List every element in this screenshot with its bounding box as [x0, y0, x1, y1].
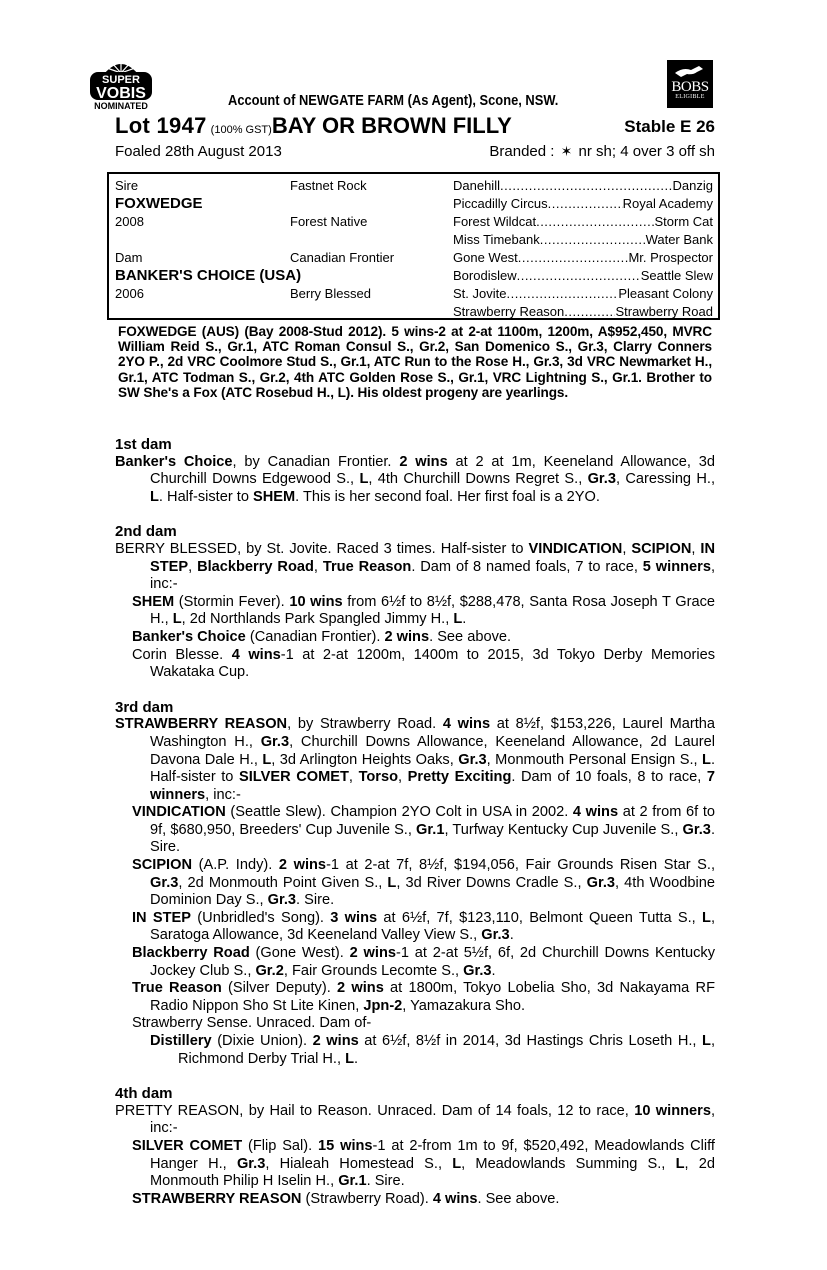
text: , by Strawberry Road. [287, 716, 443, 733]
pedigree-entry [115, 716, 715, 804]
section-heading: 3rd dam [115, 698, 174, 716]
ancestor-sire: Pleasant Colony [618, 286, 713, 301]
section-heading: 4th dam [115, 1085, 173, 1103]
bold-text: STRAWBERRY REASON [115, 716, 288, 733]
bold-text: 4 wins [432, 1190, 478, 1207]
pedigree-entry [115, 1103, 715, 1138]
bold-text: L [452, 1155, 462, 1172]
ancestor-name: Danehill [453, 178, 500, 193]
leader-dots [517, 267, 641, 285]
text: , [691, 540, 701, 557]
gst-note: (100% GST) [210, 124, 272, 136]
text: BERRY BLESSED, by St. Jovite. Raced 3 times. Half-sister to [115, 540, 529, 557]
bold-text: 10 wins [289, 593, 343, 610]
text: , [313, 558, 323, 575]
text: , [398, 769, 408, 786]
text: at 2 at 1m, Keeneland Allowance, 3d Churchill Downs Edgewood S., [150, 453, 715, 488]
bold-text: Gr.3 [236, 1155, 266, 1172]
text: . Half-sister to [158, 488, 253, 505]
bold-text: STRAWBERRY REASON [132, 1190, 302, 1207]
bold-text: Banker's Choice [132, 628, 246, 645]
branding [489, 143, 715, 160]
ancestor-row [453, 177, 713, 195]
ancestor-sire: Danzig [672, 178, 713, 193]
bold-text: Gr.1 [338, 1173, 367, 1190]
ancestor-row [453, 303, 713, 321]
bold-text: L [702, 751, 711, 768]
ancestor-sire: Water Bank [645, 232, 713, 247]
text: . [462, 611, 467, 628]
section-heading: 2nd dam [115, 523, 177, 541]
text: , [188, 558, 198, 575]
branded-text: nr sh; 4 over 3 off sh [578, 143, 715, 160]
bold-text: L [675, 1155, 685, 1172]
text: . [491, 962, 496, 979]
bold-text: SHEM [253, 488, 296, 505]
bold-text: L [150, 488, 159, 505]
bold-text: 3 wins [330, 909, 378, 926]
bold-text: L [262, 751, 272, 768]
pedigree-entry [115, 541, 715, 594]
dam-sire: Canadian Frontier [290, 250, 395, 265]
ancestor-row [453, 285, 713, 303]
foaling-line [115, 143, 715, 160]
leader-dots [564, 303, 615, 321]
bold-text: SCIPION [631, 540, 692, 557]
bold-text: 7 winners [150, 769, 716, 803]
text: at 6½f, 7f, $123,110, Belmont Queen Tutta S., [377, 909, 703, 926]
sire-summary: FOXWEDGE (AUS) (Bay 2008-Stud 2012). 5 wins-2 at 2-at 1100m, 1200m, A$952,450, MVRC William Reid S., Gr.1, ATC Roman Consul S., Gr.2, San Domenico S., Gr.3, Clarry Conners 2YO P., 2d VRC Coolmore Stud S., Gr.1, ATC Run to the Rose H., Gr.3, 3d VRC Newmarket H., Gr.1, ATC Todman S., Gr.2, 4th ATC Golden Rose S., Gr.1, VRC Lightning S., Gr.1. Brother to SW She's a Fox (ATC Rosebud H., L). His oldest progeny are yearlings. [118, 324, 712, 400]
sire-year: 2008 [115, 214, 144, 229]
ancestor-sire: Strawberry Road [615, 304, 713, 319]
text: , [622, 540, 632, 557]
ancestor-name: Forest Wildcat [453, 214, 537, 229]
text: at 1800m, Tokyo Lobelia Sho, 3d Nakayama RF Radio Nippon Sho St Lite Kinen, [150, 980, 715, 1014]
leader-dots [500, 177, 673, 195]
ancestor-row [453, 249, 713, 267]
text: , Hialeah Homestead S., [265, 1155, 453, 1172]
bold-text: 2 wins [337, 980, 384, 997]
horse-description: BAY OR BROWN FILLY [271, 113, 512, 138]
dam-dam: Berry Blessed [290, 286, 371, 301]
text: . See above. [477, 1190, 560, 1207]
ancestor-name: Gone West [453, 250, 518, 265]
text: from 6½f to 8½f, $288,478, Santa Rosa Joseph T Grace H., [150, 593, 715, 628]
text: at 8½f, $153,226, Laurel Martha Washington H., [150, 716, 715, 750]
pedigree-entry [115, 454, 715, 507]
text: , [348, 769, 359, 786]
bold-text: L [387, 874, 397, 891]
ancestor-sire: Mr. Prospector [628, 250, 713, 265]
text: . Dam of 8 named foals, 7 to race, [411, 558, 643, 575]
bold-text: Gr.3 [260, 733, 290, 750]
bold-text: True Reason [132, 980, 222, 997]
text: (Stormin Fever). [174, 593, 290, 610]
bobs-title: BOBS [671, 79, 709, 95]
vendor-account: Account of NEWGATE FARM (As Agent), Scone, NSW. [228, 92, 559, 109]
text: , 3d River Downs Cradle S., [396, 874, 587, 891]
svg-text:SUPER: SUPER [102, 74, 140, 86]
dam-section [115, 523, 715, 681]
bold-text: 2 wins [278, 857, 327, 874]
text: (Flip Sal). [242, 1137, 319, 1154]
ancestor-row [453, 267, 713, 285]
bold-text: 4 wins [442, 716, 491, 733]
bold-text: Blackberry Road [197, 558, 314, 575]
text: , Yamazakura Sho. [402, 997, 526, 1014]
bold-text: Gr.3 [586, 874, 616, 891]
bold-text: Banker's Choice [115, 453, 233, 470]
text: (A.P. Indy). [192, 857, 279, 874]
text: , by Canadian Frontier. [232, 453, 400, 470]
bold-text: SHEM [132, 593, 175, 610]
text: -1 at 2-at 5½f, 6f, 2d Churchill Downs Kentucky Jockey Club S., [150, 945, 715, 979]
text: Strawberry Sense. Unraced. Dam of- [132, 1015, 372, 1032]
bobs-subtitle: ELIGIBLE [675, 94, 705, 100]
text: . [509, 927, 514, 944]
text: , Turfway Kentucky Cup Juvenile S., [444, 821, 683, 838]
dam-section [115, 699, 715, 1068]
ancestor-sire: Seattle Slew [640, 268, 713, 283]
bold-text: Pretty Exciting [407, 769, 512, 786]
text: (Unbridled's Song). [191, 909, 331, 926]
pedigree-entry [115, 1191, 715, 1209]
text: , inc:- [205, 786, 241, 803]
lot-number: Lot 1947 [115, 113, 207, 138]
bold-text: Gr.3 [682, 821, 711, 838]
bold-text: 4 wins [572, 804, 619, 821]
text: , Caressing H., [615, 471, 716, 488]
text: (Gone West). [249, 945, 350, 962]
text: -1 at 2-at 1200m, 1400m to 2015, 3d Tokyo Derby Memories Wakataka Cup. [150, 646, 716, 681]
bold-text: IN STEP [132, 909, 191, 926]
bold-text: L [359, 471, 369, 488]
sire-label: Sire [115, 178, 139, 193]
bold-text: L [345, 1050, 354, 1067]
pedigree-entry [115, 910, 715, 945]
bold-text: SCIPION [132, 857, 193, 874]
ancestor-name: Strawberry Reason [453, 304, 565, 319]
family-sections [115, 436, 715, 1225]
text: Corin Blesse. [132, 646, 232, 663]
pedigree-entry [115, 804, 715, 857]
bold-text: Distillery [150, 1033, 212, 1049]
bold-text: 2 wins [312, 1033, 359, 1049]
text: , 2d Monmouth Philip H Iselin H., [150, 1155, 715, 1190]
section-heading: 1st dam [115, 436, 172, 453]
bold-text: Gr.3 [587, 471, 616, 488]
bold-text: 2 wins [384, 628, 430, 645]
bold-text: 15 wins [318, 1137, 373, 1154]
sire-dam: Forest Native [290, 214, 368, 229]
pedigree-entry [115, 1015, 715, 1033]
horse-icon [673, 63, 707, 79]
leader-dots [536, 213, 654, 231]
leader-dots [540, 231, 646, 249]
ancestor-row [453, 195, 713, 213]
text: , Richmond Derby Trial H., [178, 1033, 716, 1067]
pedigree-entry [115, 857, 715, 910]
bold-text: 2 wins [399, 453, 448, 470]
pedigree-entry [115, 1138, 715, 1191]
bold-text: Gr.3 [150, 874, 179, 891]
bold-text: Torso [358, 769, 399, 786]
bold-text: Gr.3 [481, 927, 510, 944]
text: -1 at 2-at 7f, 8½f, $194,056, Fair Grounds Risen Star S., [326, 857, 715, 874]
text: . Sire. [150, 821, 715, 856]
ancestor-sire: Storm Cat [654, 214, 713, 229]
bold-text: L [172, 611, 182, 628]
ancestor-sire: Royal Academy [622, 196, 713, 211]
bold-text: L [453, 611, 463, 628]
text: . Sire. [296, 892, 335, 909]
text: , Meadowlands Summing S., [461, 1155, 676, 1172]
horseshoe-brand-icon: ✶ [560, 143, 573, 159]
pedigree-entry [115, 629, 715, 647]
bold-text: Gr.3 [463, 962, 492, 979]
pedigree-entry [115, 980, 715, 1015]
branded-label: Branded : [489, 143, 555, 160]
bold-text: True Reason [322, 558, 412, 575]
bold-text: 4 wins [231, 646, 281, 663]
bold-text: SILVER COMET [132, 1137, 243, 1154]
sire-sire: Fastnet Rock [290, 178, 367, 193]
bold-text: Gr.2 [255, 962, 284, 979]
pedigree-table [107, 172, 720, 320]
bold-text: IN STEP [150, 540, 716, 575]
text: . Sire. [366, 1173, 405, 1190]
leader-dots [506, 285, 618, 303]
bold-text: Gr.3 [267, 892, 297, 909]
ancestor-row [453, 213, 713, 231]
pedigree-entry [115, 945, 715, 980]
sire-name: FOXWEDGE [115, 195, 203, 212]
bold-text: Jpn-2 [363, 997, 403, 1014]
text: , Churchill Downs Allowance, Keeneland Allowance, 2d Laurel Davona Dale H., [150, 733, 715, 768]
text: (Silver Deputy). [221, 980, 338, 997]
bold-text: L [702, 1033, 711, 1049]
ancestor-name: Miss Timebank [453, 232, 540, 247]
text: (Canadian Frontier). [245, 628, 385, 645]
foaled-date: Foaled 28th August 2013 [115, 143, 282, 160]
text: , inc:- [150, 558, 716, 593]
text: , 2d Monmouth Point Given S., [178, 874, 388, 891]
ancestor-name: Borodislew [453, 268, 517, 283]
text: PRETTY REASON, by Hail to Reason. Unraced. Dam of 14 foals, 12 to race, [115, 1102, 635, 1119]
text: . Dam of 10 foals, 8 to race, [511, 769, 707, 786]
bold-text: Gr.3 [458, 751, 487, 768]
text: , Fair Grounds Lecomte S., [283, 962, 464, 979]
text: at 6½f, 8½f in 2014, 3d Hastings Chris Loseth H., [358, 1033, 703, 1049]
text: . This is her second foal. Her first foal is a 2YO. [295, 488, 600, 505]
ancestor-row [453, 231, 713, 249]
text: , 2d Northlands Park Spangled Jimmy H., [181, 611, 454, 628]
super-vobis-logo [84, 54, 158, 110]
leader-dots [518, 249, 629, 267]
bold-text: 5 winners [642, 558, 711, 575]
text: (Seattle Slew). Champion 2YO Colt in USA in 2002. [225, 804, 573, 821]
text: , inc:- [150, 1102, 716, 1137]
text: , 3d Arlington Heights Oaks, [271, 751, 459, 768]
stable-location: Stable E 26 [624, 117, 715, 136]
dam-year: 2006 [115, 286, 144, 301]
text: (Dixie Union). [211, 1033, 313, 1049]
text: . Half-sister to [150, 751, 716, 786]
text: . [354, 1050, 359, 1067]
pedigree-entry [115, 594, 715, 629]
bold-text: Blackberry Road [132, 945, 250, 962]
text: , 4th Churchill Downs Regret S., [368, 471, 588, 488]
bold-text: Gr.1 [416, 821, 445, 838]
pedigree-entry [115, 1033, 715, 1068]
bobs-eligible-logo [667, 60, 713, 108]
bold-text: VINDICATION [528, 540, 623, 557]
text: . See above. [429, 628, 512, 645]
lot-heading [115, 113, 715, 139]
dam-label: Dam [115, 250, 143, 265]
bold-text: L [702, 909, 711, 926]
text: , 4th Woodbine Dominion Day S., [150, 874, 715, 909]
ancestor-name: Piccadilly Circus [453, 196, 548, 211]
bold-text: 2 wins [349, 945, 396, 962]
bold-text: 10 winners [634, 1102, 711, 1119]
text: , Monmouth Personal Ensign S., [486, 751, 703, 768]
pedigree-entry [115, 647, 715, 682]
text: , Saratoga Allowance, 3d Keeneland Valley View S., [150, 909, 715, 944]
text: -1 at 2-from 1m to 9f, $520,492, Meadowlands Cliff Hanger H., [150, 1137, 715, 1172]
bold-text: SILVER COMET [239, 769, 349, 786]
dam-name: BANKER'S CHOICE (USA) [115, 267, 302, 284]
bold-text: VINDICATION [132, 804, 226, 821]
dam-section [115, 436, 715, 506]
text: at 2 from 6f to 9f, $680,950, Breeders' Cup Juvenile S., [150, 804, 716, 838]
text: (Strawberry Road). [301, 1190, 433, 1207]
svg-text:NOMINATED: NOMINATED [94, 101, 148, 110]
dam-section [115, 1085, 715, 1208]
svg-text:VOBIS: VOBIS [96, 85, 146, 102]
ancestor-name: St. Jovite [453, 286, 507, 301]
leader-dots [548, 195, 623, 213]
